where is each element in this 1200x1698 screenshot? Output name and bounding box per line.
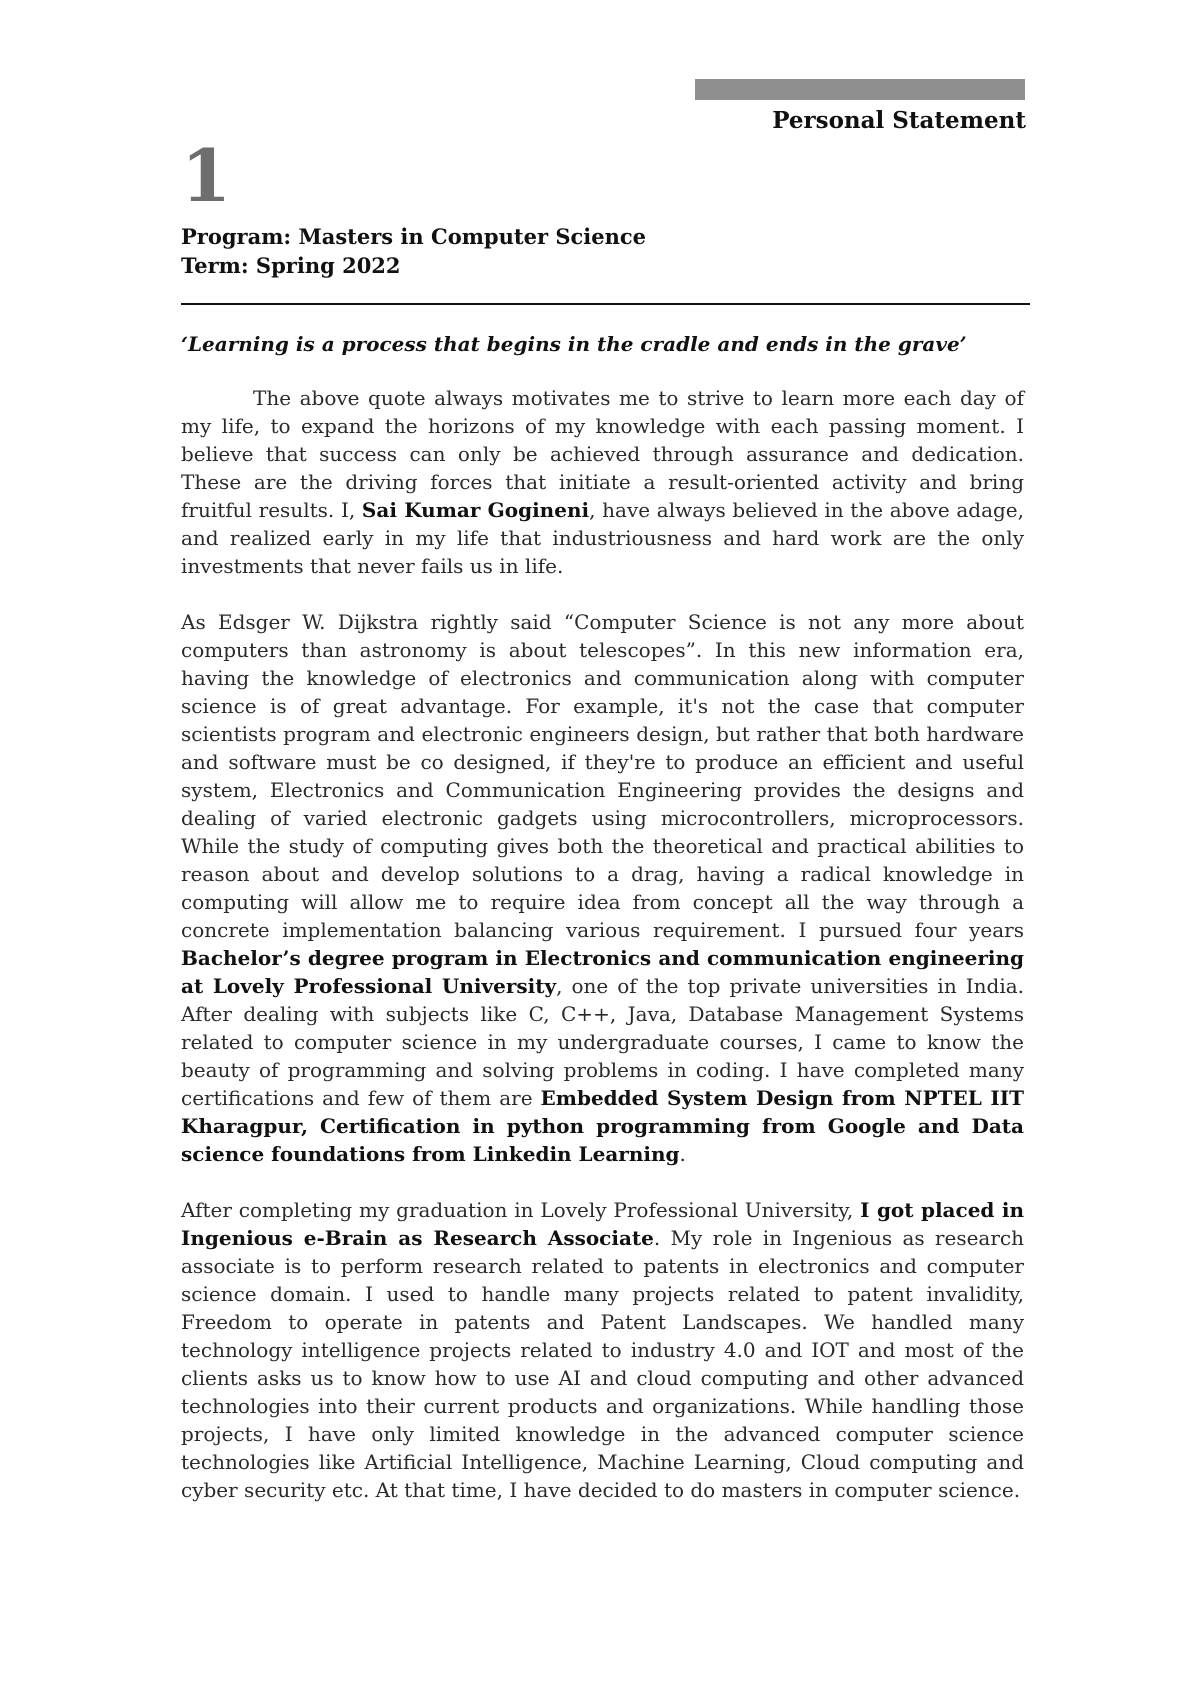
divider: [181, 303, 1030, 305]
p3-text-c: . My role in Ingenious as research associate is to perform research related to patents in electronics and computer science domain. I used to handle many projects related to patent invalidity, Freedom to operate in patents and Patent Landscapes. We handled many technology intelligence projects related to industry 4.0 and IOT and most of the clients asks us to know how to use AI and cloud computing and other advanced technologies into their current products and organizations. While handling those projects, I have only limited knowledge in the advanced computer science technologies like Artificial Intelligence, Machine Learning, Cloud computing and cyber security etc. At that time, I have decided to do masters in computer science.: [181, 1226, 1024, 1502]
certifications-highlight: Embedded System Design from NPTEL IIT Kharagpur, Certification in python programming from Google and Data science foundations from Linkedin Learning: [181, 1086, 1024, 1166]
paragraph-1: [181, 384, 1024, 580]
header-bar: [695, 79, 1025, 100]
paragraph-2: [181, 608, 1024, 1168]
page-header-title: Personal Statement: [772, 107, 1026, 134]
p2-text-d: .: [679, 1142, 686, 1166]
program-line: Program: Masters in Computer Science: [181, 224, 647, 249]
p2-text-c: , one of the top private universities in India. After dealing with subjects like C, C++, Java, Database Management Systems related to computer science in my undergraduate courses, I came to know the beauty of programming and solving problems in coding. I have completed many certifications and few of them are: [181, 974, 1025, 1110]
p2-text-a: As Edsger W. Dijkstra rightly said “Computer Science is not any more about computers than astronomy is about telescopes”. In this new information era, having the knowledge of electronics and communication along with computer science is of great advantage. For example, it's not the case that computer scientists program and electronic engineers design, but rather that both hardware and software must be co designed, if they're to produce an efficient and useful system, Electronics and Communication Engineering provides the designs and dealing of varied electronic gadgets using microcontrollers, microprocessors. While the study of computing gives both the theoretical and practical abilities to reason about and develop solutions to a drag, having a radical knowledge in computing will allow me to require idea from concept all the way through a concrete implementation balancing various requirement. I pursued four years: [181, 610, 1024, 942]
job-highlight: I got placed in Ingenious e-Brain as Research Associate: [181, 1198, 1025, 1250]
opening-quote: ‘Learning is a process that begins in the cradle and ends in the grave’: [181, 332, 967, 356]
chapter-number: 1: [181, 133, 232, 218]
p1-text-a: The above quote always motivates me to strive to learn more each day of my life, to expand the horizons of my knowledge with each passing moment. I believe that success can only be achieved through assurance and dedication. These are the driving forces that initiate a result-oriented activity and bring fruitful results. I,: [181, 386, 1024, 522]
p3-text-a: After completing my graduation in Lovely Professional University,: [181, 1198, 861, 1222]
degree-highlight: Bachelor’s degree program in Electronics and communication engineering at Lovely Professional University: [181, 946, 1024, 998]
statement-body: [181, 384, 1024, 1532]
applicant-name: Sai Kumar Gogineni: [361, 498, 590, 522]
program-block: [181, 222, 646, 280]
p1-text-b: , have always believed in the above adage, and realized early in my life that industriousness and hard work are the only investments that never fails us in life.: [181, 498, 1025, 578]
term-line: Term: Spring 2022: [181, 253, 401, 278]
paragraph-3: [181, 1196, 1024, 1504]
